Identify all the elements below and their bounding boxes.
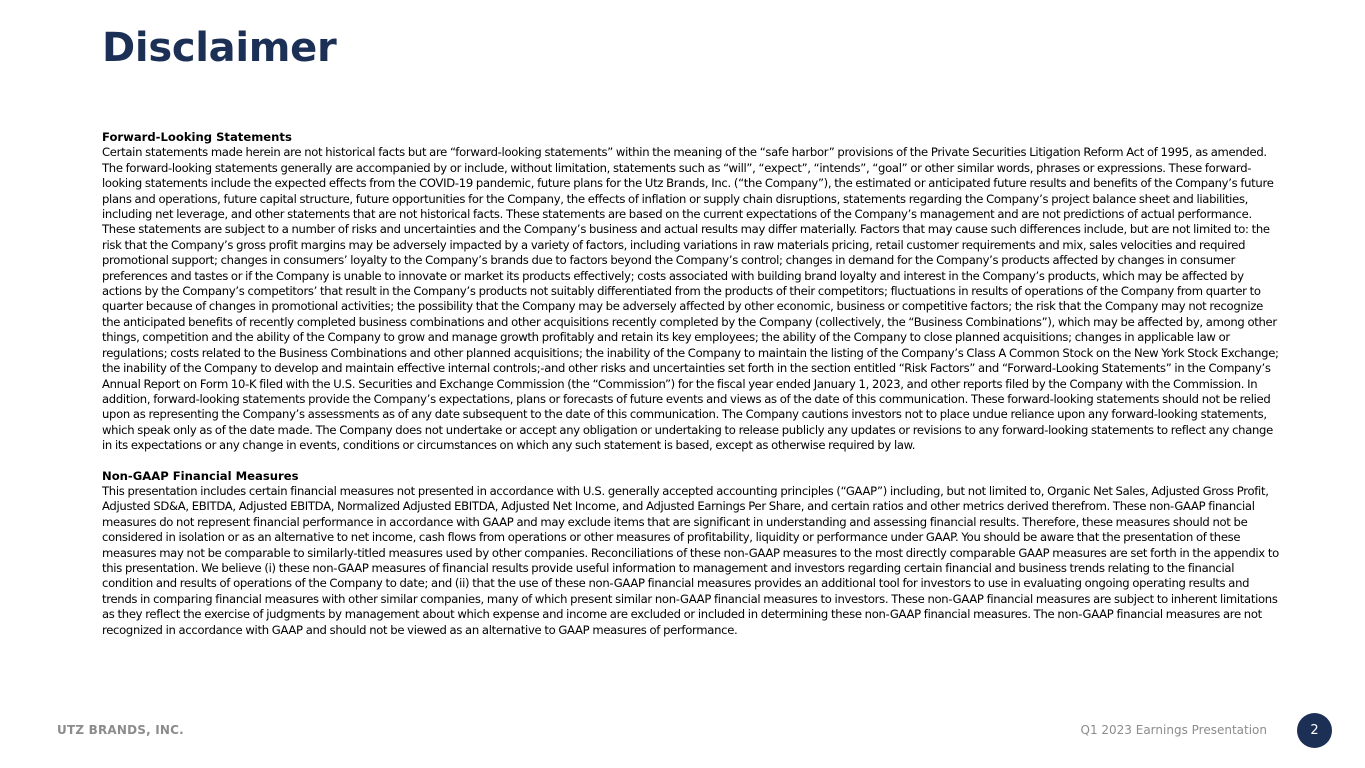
non-gaap-section <box>102 469 1284 638</box>
page-number-badge: 2 <box>1297 713 1332 748</box>
footer-company-name: UTZ BRANDS, INC. <box>57 723 184 737</box>
footer-presentation-title: Q1 2023 Earnings Presentation <box>1080 723 1267 737</box>
forward-looking-heading: Forward-Looking Statements <box>102 130 292 144</box>
forward-looking-section <box>102 130 1284 454</box>
non-gaap-body: This presentation includes certain financial measures not presented in accordance with U.S. generally accepted accounting principles (“GAAP”) including, but not limited to, Organic Net Sales, Adjusted Gross Profit, Adjusted SD&A, EBITDA, Adjusted EBITDA, Normalized Adjusted EBITDA, Adjusted Net Income, and Adjusted Earnings Per Share, and certain ratios and other metrics derived therefrom. These non-GAAP financial measures do not represent financial performance in accordance with GAAP and may exclude items that are significant in understanding and assessing financial results. Therefore, these measures should not be considered in isolation or as an alternative to net income, cash flows from operations or other measures of profitability, liquidity or performance under GAAP. You should be aware that the presentation of these measures may not be comparable to similarly-titled measures used by other companies. Reconciliations of these non-GAAP measures to the most directly comparable GAAP measures are set forth in the appendix to this presentation. We believe (i) these non-GAAP measures of financial results provide useful information to management and investors regarding certain financial and business trends relating to the financial condition and results of operations of the Company to date; and (ii) that the use of these non-GAAP financial measures provides an additional tool for investors to use in evaluating ongoing operating results and trends in comparing financial measures with other similar companies, many of which present similar non-GAAP financial measures to investors. These non-GAAP financial measures are subject to inherent limitations as they reflect the exercise of judgments by management about which expense and income are excluded or included in determining these non-GAAP financial measures. The non-GAAP financial measures are not recognized in accordance with GAAP and should not be viewed as an alternative to GAAP measures of performance. <box>102 483 1279 637</box>
disclaimer-content <box>102 130 1284 638</box>
non-gaap-heading: Non-GAAP Financial Measures <box>102 468 299 483</box>
forward-looking-body: Certain statements made herein are not historical facts but are “forward-looking statements” within the meaning of the “safe harbor” provisions of the Private Securities Litigation Reform Act of 1995, as amended. The forward-looking statements generally are accompanied by or include, without limitation, statements such as “will”, “expect”, “intends”, “goal” or other similar words, phrases or expressions. These forward-looking statements include the expected effects from the COVID-19 pandemic, future plans for the Utz Brands, Inc. (“the Company”), the estimated or anticipated future results and benefits of the Company’s future plans and operations, future capital structure, future opportunities for the Company, the effects of inflation or supply chain disruptions, statements regarding the Company’s project balance sheet and liabilities, including net leverage, and other statements that are not historical facts. These statements are based on the current expectations of the Company’s management and are not predictions of actual performance. These statements are subject to a number of risks and uncertainties and the Company’s business and actual results may differ materially. Factors that may cause such differences include, but are not limited to: the risk that the Company’s gross profit margins may be adversely impacted by a variety of factors, including variations in raw materials pricing, retail customer requirements and mix, sales velocities and required promotional support; changes in consumers’ loyalty to the Company’s brands due to factors beyond the Company’s control; changes in demand for the Company’s products affected by changes in consumer preferences and tastes or if the Company is unable to innovate or market its products effectively; costs associated with building brand loyalty and interest in the Company’s products, which may be affected by actions by the Company’s competitors’ that result in the Company’s products not suitably differentiated from the products of their competitors; fluctuations in results of operations of the Company from quarter to quarter because of changes in promotional activities; the possibility that the Company may be adversely affected by other economic, business or competitive factors; the risk that the Company may not recognize the anticipated benefits of recently completed business combinations and other acquisitions recently completed by the Company (collectively, the “Business Combinations”), which may be affected by, among other things, competition and the ability of the Company to grow and manage growth profitably and retain its key employees; the ability of the Company to close planned acquisitions; changes in applicable law or regulations; costs related to the Business Combinations and other planned acquisitions; the inability of the Company to maintain the listing of the Company’s Class A Common Stock on the New York Stock Exchange; the inability of the Company to develop and maintain effective internal controls;-and other risks and uncertainties set forth in the section entitled “Risk Factors” and “Forward-Looking Statements” in the Company’s Annual Report on Form 10-K filed with the U.S. Securities and Exchange Commission (the “Commission”) for the fiscal year ended January 1, 2023, and other reports filed by the Company with the Commission. In addition, forward-looking statements provide the Company’s expectations, plans or forecasts of future events and views as of the date of this communication. These forward-looking statements should not be relied upon as representing the Company’s assessments as of any date subsequent to the date of this communication. The Company cautions investors not to place undue reliance upon any forward-looking statements, which speak only as of the date made. The Company does not undertake or accept any obligation or undertaking to release publicly any updates or revisions to any forward-looking statements to reflect any change in its expectations or any change in events, conditions or circumstances on which any such statement is based, except as otherwise required by law. <box>102 145 1279 453</box>
page-title: Disclaimer <box>102 25 337 71</box>
